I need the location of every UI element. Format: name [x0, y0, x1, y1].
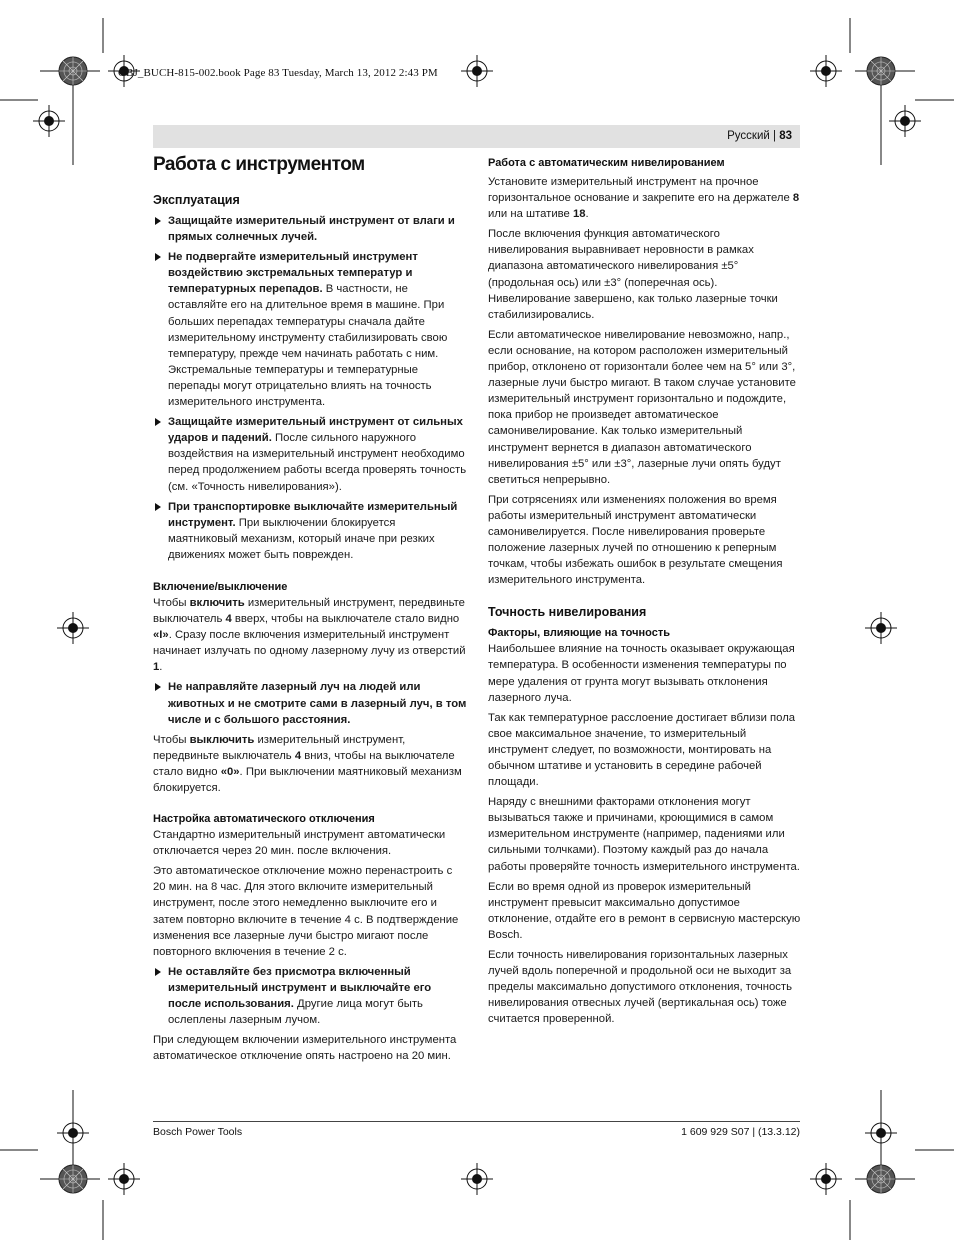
text-run: Чтобы	[153, 733, 190, 746]
text-run-bold: включить	[189, 596, 245, 609]
bullet-arrow-icon	[155, 418, 161, 426]
bullet-bold-text: Не направляйте лазерный луч на людей или животных и не смотрите сами в лазерный луч, в том числе и с большого расстояния.	[168, 681, 467, 726]
registration-mark-icon	[33, 105, 65, 137]
bullet-text: В частности, не оставляйте его на длительное время в машине. При больших перепадах температуры сначала дайте измерительному инструменту стабилизировать свою температуру, прежде чем начинать работать с ним. Экстремальные температуры и температурные перепады могут отрицательно влиять на точность измерительного инструмента.	[168, 283, 448, 409]
registration-mark-icon	[865, 612, 897, 644]
bullet-text: После сильного наружного воздействия на измерительный инструмент необходимо перед продолжением работы всегда проверять точность (см. «Точность нивелирования»).	[168, 432, 467, 493]
text-run-bold: 8	[792, 192, 800, 205]
subsection-heading-auto-off: Настройка автоматического отключения	[153, 813, 375, 826]
paragraph: После включения функция автоматического нивелирования выравнивает неровности в рамках диапазона автоматического нивелирования ±5° (продольная ось) или ±3° (поперечная ось). Нивелирование завершено, как только лазерные точки стабилизировались.	[488, 228, 778, 321]
text-run-bold: «I»	[153, 629, 169, 642]
safety-bullet	[153, 249, 467, 410]
registration-mark-icon	[57, 1117, 89, 1149]
bullet-bold-text: Защищайте измерительный инструмент от сильных ударов и падений.	[168, 416, 463, 445]
safety-bullet	[153, 679, 467, 727]
section-heading-operation: Эксплуатация	[153, 193, 240, 207]
page-number: 83	[779, 130, 792, 142]
subsection-heading-factors: Факторы, влияющие на точность	[488, 627, 670, 640]
registration-mark-icon	[865, 1117, 897, 1149]
paragraph: Стандартно измерительный инструмент автоматически отключается через 20 мин. после включения.	[153, 829, 446, 858]
bullet-bold-text: Не оставляйте без присмотра включенный измерительный инструмент и выключайте его после использования.	[168, 965, 432, 1011]
bullet-arrow-icon	[155, 503, 161, 511]
footer-divider	[153, 1121, 800, 1122]
paragraph	[488, 174, 802, 222]
paragraph: Если во время одной из проверок измерительный инструмент превысит максимально допустимое отклонение, отдайте его в ремонт в сервисную мастерскую Bosch.	[488, 880, 801, 941]
header-text	[727, 130, 792, 142]
text-run-bold: 1	[153, 661, 160, 674]
left-column	[153, 153, 467, 1068]
text-run: вниз, чтобы на выключателе стало видно	[153, 749, 455, 778]
star-target-icon	[59, 57, 87, 85]
paragraph: Наряду с внешними факторами отклонения могут вызываться также и причинами, кроющимися в самом измерительном инструменте (например, падениями или сильными толчками). Поэтому каждый раз до начала работы проверяйте точность измерительного инструмента.	[488, 796, 800, 873]
bullet-bold-text: При транспортировке выключайте измерительный инструмент.	[168, 500, 458, 529]
text-run: . При выключении маятниковый механизм блокируется.	[153, 765, 462, 794]
registration-mark-icon	[108, 1163, 140, 1195]
footer-doc-number: 1 609 929 S07 | (13.3.12)	[681, 1126, 800, 1138]
header-separator: |	[769, 130, 780, 142]
print-job-info: OBJ_BUCH-815-002.book Page 83 Tuesday, March 13, 2012 2:43 PM	[118, 67, 438, 79]
star-target-icon	[867, 57, 895, 85]
safety-bullet	[153, 964, 467, 1028]
paragraph: При сотрясениях или изменениях положения во время работы измерительный инструмент автоматически самонивелируется. После нивелирования проверьте положение лазерных лучей по отношению к реперным точкам, чтобы избежать ошибок в результате смещения измерительного инструмента.	[488, 493, 783, 587]
bullet-bold-text: Не подвергайте измерительный инструмент воздействию экстремальных температур и температурных перепадов.	[168, 251, 418, 296]
text-run: Установите измерительный инструмент на прочное горизонтальное основание и закрепите его на держателе	[488, 176, 793, 205]
subsection-heading-onoff: Включение/выключение	[153, 580, 288, 593]
safety-bullet	[153, 414, 467, 494]
text-run-bold: 18	[572, 208, 586, 221]
page-header	[153, 125, 800, 148]
page-title: Работа с инструментом	[153, 154, 365, 175]
subsection-heading-auto-leveling: Работа с автоматическим нивелированием	[488, 157, 725, 169]
text-run-bold: «0»	[220, 765, 240, 778]
text-run-bold: выключить	[189, 733, 255, 746]
text-run: .	[585, 208, 589, 221]
registration-mark-icon	[461, 1163, 493, 1195]
safety-bullet	[153, 499, 467, 563]
text-run: вверх, чтобы на выключателе стало видно	[231, 613, 460, 626]
paragraph: Наибольшее влияние на точность оказывает окружающая температура. В особенности изменения температуры по мере удаления от грунта могут вызывать отклонения лазерного луча.	[488, 643, 795, 704]
text-run: измерительный инструмент, передвиньте выключатель	[153, 596, 465, 626]
paragraph-switch-off	[153, 732, 467, 796]
registration-mark-icon	[889, 105, 921, 137]
bullet-text: Другие лица могут быть ослеплены лазерным лучом.	[168, 998, 423, 1027]
bullet-arrow-icon	[155, 217, 161, 225]
paragraph-switch-on	[153, 595, 467, 675]
safety-bullet	[153, 213, 467, 245]
text-run: . Сразу после включения измерительный инструмент начинает излучать по одному лазерному лучу из отверстий	[153, 629, 466, 658]
section-heading-accuracy: Точность нивелирования	[488, 605, 647, 620]
registration-mark-icon	[810, 1163, 842, 1195]
bullet-arrow-icon	[155, 968, 161, 976]
paragraph: Если точность нивелирования горизонтальных лазерных лучей вдоль поперечной и продольной оси не выходит за пределы максимально допустимого отклонения, точность нивелирования отвесных лучей (вертикальная ось) тоже считается проверенной.	[488, 949, 792, 1026]
text-run: Чтобы	[153, 596, 190, 609]
paragraph: При следующем включении измерительного инструмента автоматическое отключение опять настроено на 20 мин.	[153, 1034, 457, 1063]
bullet-arrow-icon	[155, 253, 161, 261]
paragraph: Это автоматическое отключение можно перенастроить с 20 мин. на 8 час. Для этого включите измерительный инструмент, после этого немедленно выключите его и затем повторно включите в течение 4 с. В подтверждение изменения все лазерные лучи быстро мигают после повторного включения в течение 2 с.	[153, 865, 459, 958]
text-run: или на штативе	[488, 208, 573, 221]
star-target-icon	[59, 1165, 87, 1193]
star-target-icon	[867, 1165, 895, 1193]
text-run-bold: 4	[225, 613, 232, 626]
bullet-text: При выключении блокируется маятниковый механизм, который иначе при резких движениях может быть поврежден.	[168, 516, 435, 561]
registration-mark-icon	[57, 612, 89, 644]
text-run-bold: 4	[294, 749, 302, 762]
registration-mark-icon	[461, 55, 493, 87]
footer-brand: Bosch Power Tools	[153, 1126, 243, 1138]
paragraph: Так как температурное расслоение достигает вблизи пола свое максимальное значение, то измерительный инструмент следует, по возможности, монтировать на обычном штативе и установить в середине рабочей площади.	[488, 711, 796, 789]
paragraph: Если автоматическое нивелирование невозможно, напр., если основание, на котором расположен измерительный прибор, отклонено от горизонтали более чем на 5° или 3°, лазерные лучи быстро мигают. В таком случае установите измерительный инструмент горизонтально и подождите, пока прибор не произведет автоматическое самонивелирование. Как только измерительный инструмент вернется в диапазон автоматического нивелирования ±5° или ±3°, лазерные лучи опять будут светиться непрерывно.	[488, 328, 796, 486]
text-run: .	[159, 661, 163, 674]
bullet-arrow-icon	[155, 683, 161, 691]
bullet-bold-text: Защищайте измерительный инструмент от влаги и прямых солнечных лучей.	[168, 215, 455, 244]
header-language: Русский	[727, 130, 770, 142]
text-run: измерительный инструмент, передвиньте выключатель	[153, 733, 406, 762]
registration-mark-icon	[810, 55, 842, 87]
right-column	[488, 155, 802, 1032]
